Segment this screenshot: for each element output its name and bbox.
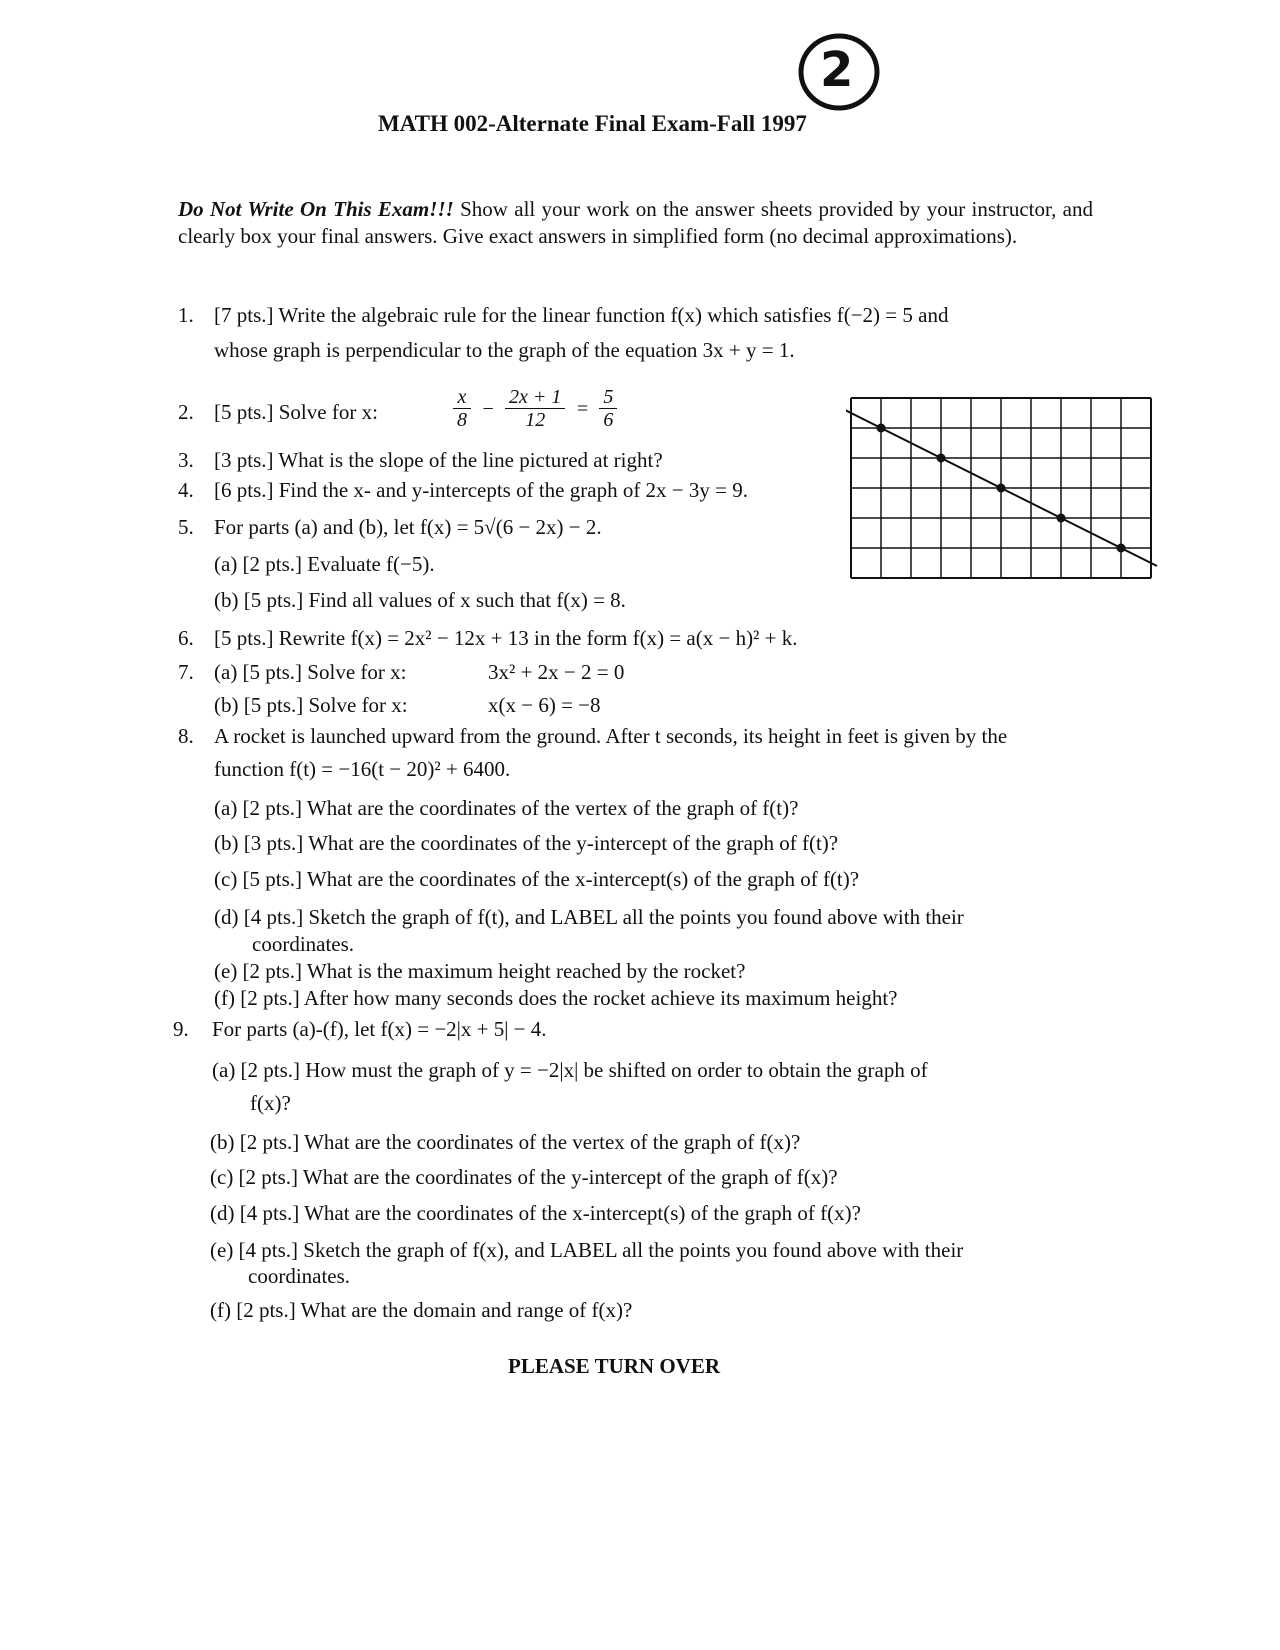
q9-part-c: (c) [2 pts.] What are the coordinates of the y-intercept of the graph of f(x)? <box>210 1165 838 1189</box>
q1-number: 1. <box>178 303 194 327</box>
q3-number: 3. <box>178 448 194 472</box>
q4-text: [6 pts.] Find the x- and y-intercepts of the graph of 2x − 3y = 9. <box>214 478 748 502</box>
q2-frac3: $\frac{5}{6}$ <box>599 386 617 431</box>
q2-number: 2. <box>178 400 194 424</box>
q1-line2: whose graph is perpendicular to the graph of the equation 3x + y = 1. <box>214 338 795 362</box>
q8-part-a: (a) [2 pts.] What are the coordinates of the vertex of the graph of f(t)? <box>214 796 799 820</box>
q9-part-d: (d) [4 pts.] What are the coordinates of the x-intercept(s) of the graph of f(x)? <box>210 1201 861 1225</box>
q7-part-a-label: (a) [5 pts.] Solve for x: <box>214 660 407 684</box>
q2-op-equals: = <box>575 397 590 420</box>
line-point <box>1057 514 1066 523</box>
line-point <box>997 484 1006 493</box>
slope-line-figure <box>846 393 1166 583</box>
q2-frac1: $\frac{x}{8}$ <box>453 386 471 431</box>
page-title: MATH 002-Alternate Final Exam-Fall 1997 <box>378 111 807 136</box>
q9-part-a-line1: (a) [2 pts.] How must the graph of y = −2|x| be shifted on order to obtain the graph of <box>212 1058 928 1082</box>
q2-text: [5 pts.] Solve for x: <box>214 400 378 424</box>
q2-frac2: $\frac{2x + 1}{12}$ <box>505 386 565 431</box>
line-point <box>1117 544 1126 553</box>
q6-number: 6. <box>178 626 194 650</box>
q8-part-c: (c) [5 pts.] What are the coordinates of the x-intercept(s) of the graph of f(t)? <box>214 867 860 891</box>
q6-text: [5 pts.] Rewrite f(x) = 2x² − 12x + 13 in the form f(x) = a(x − h)² + k. <box>214 626 798 650</box>
q7-part-b-label: (b) [5 pts.] Solve for x: <box>214 693 408 717</box>
instructions-text: Show all your work on the answer sheets provided by your instructor, and clearly box your final answers. Give exact answers in simplified form (no decimal approximations). <box>178 197 1094 248</box>
line-point <box>937 454 946 463</box>
q1-line1: [7 pts.] Write the algebraic rule for the linear function f(x) which satisfies f(−2) = 5 and <box>214 303 949 327</box>
q8-line2: function f(t) = −16(t − 20)² + 6400. <box>214 757 511 781</box>
q9-part-f: (f) [2 pts.] What are the domain and range of f(x)? <box>210 1298 633 1322</box>
q7-part-b-equation: x(x − 6) = −8 <box>488 693 601 717</box>
q9-text: For parts (a)-(f), let f(x) = −2|x + 5| − 4. <box>212 1017 547 1041</box>
q8-number: 8. <box>178 724 194 748</box>
q8-part-d-line2: coordinates. <box>252 932 355 956</box>
line-point <box>877 424 886 433</box>
q9-part-b: (b) [2 pts.] What are the coordinates of the vertex of the graph of f(x)? <box>210 1130 801 1154</box>
q2-equation <box>450 386 620 431</box>
q8-line1: A rocket is launched upward from the ground. After t seconds, its height in feet is given by the <box>214 724 1008 748</box>
q9-part-a-line2: f(x)? <box>250 1091 291 1115</box>
q8-part-b: (b) [3 pts.] What are the coordinates of the y-intercept of the graph of f(t)? <box>214 831 839 855</box>
q9-part-e-line2: coordinates. <box>248 1264 351 1288</box>
q2-op-minus: − <box>481 397 495 420</box>
q8-part-d-line1: (d) [4 pts.] Sketch the graph of f(t), and LABEL all the points you found above with their <box>214 905 964 929</box>
q8-part-f: (f) [2 pts.] After how many seconds does the rocket achieve its maximum height? <box>214 986 898 1010</box>
q9-part-e-line1: (e) [4 pts.] Sketch the graph of f(x), and LABEL all the points you found above with their <box>210 1238 964 1262</box>
q5-part-a: (a) [2 pts.] Evaluate f(−5). <box>214 552 435 576</box>
q5-text: For parts (a) and (b), let f(x) = 5√(6 − 2x) − 2. <box>214 515 602 539</box>
circled-mark-label: 2 <box>820 42 854 98</box>
q7-number: 7. <box>178 660 194 684</box>
instructions <box>178 196 1093 250</box>
q3-text: [3 pts.] What is the slope of the line pictured at right? <box>214 448 663 472</box>
q5-number: 5. <box>178 515 194 539</box>
q8-part-e: (e) [2 pts.] What is the maximum height reached by the rocket? <box>214 959 746 983</box>
q4-number: 4. <box>178 478 194 502</box>
q9-number: 9. <box>173 1017 189 1041</box>
q5-part-b: (b) [5 pts.] Find all values of x such that f(x) = 8. <box>214 588 626 612</box>
footer-turn-over: PLEASE TURN OVER <box>508 1354 720 1378</box>
warning-text: Do Not Write On This Exam!!! <box>178 197 454 221</box>
q7-part-a-equation: 3x² + 2x − 2 = 0 <box>488 660 625 684</box>
